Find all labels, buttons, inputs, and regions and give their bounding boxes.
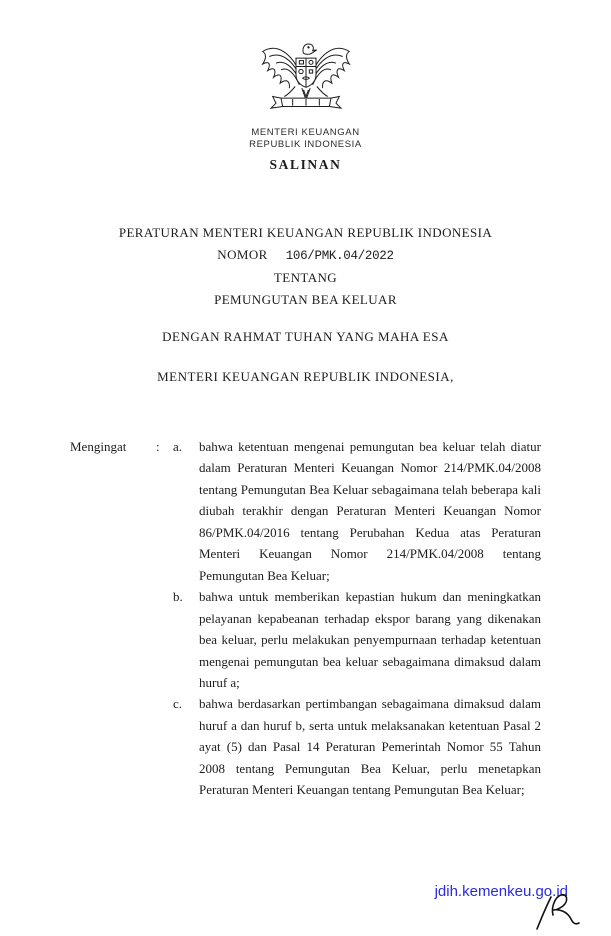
ministry-name-line2: REPUBLIK INDONESIA <box>249 138 362 150</box>
document-header <box>0 38 611 173</box>
garuda-pancasila-emblem-icon <box>256 38 356 120</box>
jdih-footer-link[interactable]: jdih.kemenkeu.go.id <box>434 883 568 900</box>
nomor-value: 106/PMK.04/2022 <box>285 248 394 263</box>
salinan-stamp: SALINAN <box>269 157 342 172</box>
item-text: bahwa ketentuan mengenai pemungutan bea keluar telah diatur dalam Peraturan Menteri Keuangan Nomor 214/PMK.04/2008 tentang Pemungutan Bea Keluar sebagaimana telah beberapa kali diubah terakhir dengan Peraturan Menteri Keuangan Nomor 86/PMK.04/2016 tentang Perubahan Kedua atas Peraturan Menteri Keuangan Nomor 214/PMK.04/2008 tentang Pemungutan Bea Keluar; <box>199 439 541 583</box>
nomor-label: NOMOR <box>217 246 268 262</box>
consideration-item-c <box>173 693 541 800</box>
handwritten-initials-mark <box>523 889 585 935</box>
invocation-line: DENGAN RAHMAT TUHAN YANG MAHA ESA <box>162 329 449 344</box>
regulation-subject: PEMUNGUTAN BEA KELUAR <box>214 291 397 307</box>
regulation-title-line: PERATURAN MENTERI KEUANGAN REPUBLIK INDONESIA <box>118 225 493 240</box>
tentang-label: TENTANG <box>273 270 338 285</box>
considerations-list <box>173 436 541 801</box>
considerations-section <box>70 436 541 801</box>
authority-line: MENTERI KEUANGAN REPUBLIK INDONESIA, <box>157 369 454 384</box>
ministry-name-line1: MENTERI KEUANGAN <box>251 127 360 138</box>
item-text: bahwa untuk memberikan kepastian hukum dan meningkatkan pelayanan kepabeanan terhadap ekspor barang yang dikenakan bea keluar, perlu melakukan penyempurnaan terhadap ketentuan mengenai pemungutan bea keluar sebagaimana dimaksud dalam huruf a; <box>199 589 541 690</box>
regulation-number-line <box>0 244 611 268</box>
regulation-title-block <box>0 222 611 310</box>
considerations-label: Mengingat <box>70 439 127 454</box>
item-letter: a. <box>173 439 183 454</box>
considerations-colon: : <box>156 439 160 454</box>
consideration-item-a <box>173 436 541 586</box>
ministry-name <box>0 127 611 150</box>
item-text: bahwa berdasarkan pertimbangan sebagaimana dimaksud dalam huruf a dan huruf b, serta untuk melaksanakan ketentuan Pasal 2 ayat (5) dan Pasal 14 Peraturan Pemerintah Nomor 55 Tahun 2008 tentang Pemungutan Bea Keluar, perlu menetapkan Peraturan Menteri Keuangan tentang Pemungutan Bea Keluar; <box>199 696 541 798</box>
item-letter: b. <box>173 589 183 605</box>
consideration-item-b <box>173 586 541 693</box>
item-letter: c. <box>173 696 183 712</box>
